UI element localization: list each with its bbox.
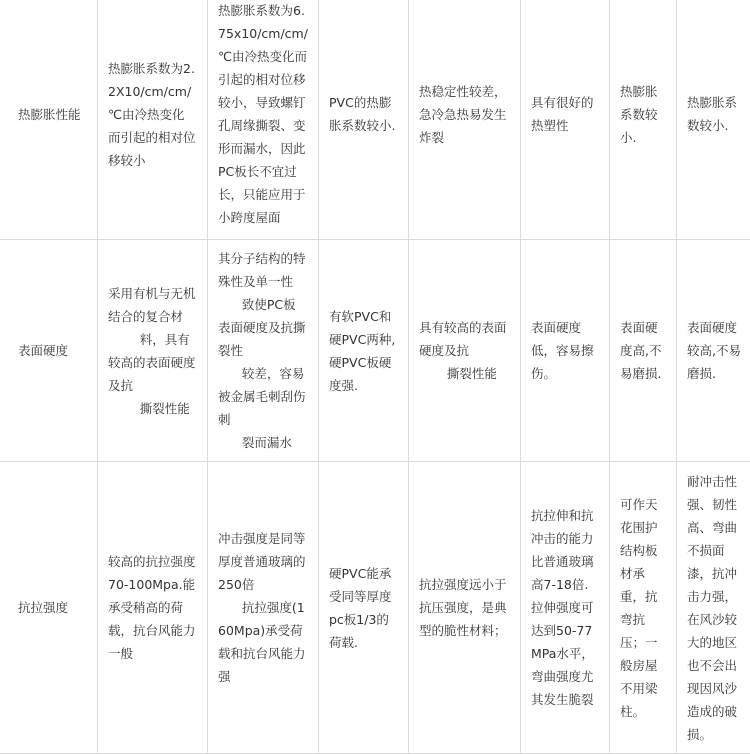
table-cell: 具有较高的表面硬度及抗 撕裂性能 <box>409 240 521 462</box>
table-row-tensile-strength <box>0 462 750 754</box>
table-cell: PVC的热膨胀系数较小. <box>319 0 409 240</box>
table-cell: 表面硬度较高,不易磨损. <box>677 240 750 462</box>
table-row-surface-hardness <box>0 240 750 462</box>
table-cell: 可作天花围护结构板材承重，抗弯抗压；一般房屋不用梁柱。 <box>610 462 677 754</box>
table-cell: 具有很好的热塑性 <box>521 0 610 240</box>
table-cell: 抗拉伸和抗冲击的能力比普通玻璃高7-18倍.拉伸强度可达到50-77MPa水平，弯曲强度尤其发生脆裂 <box>521 462 610 754</box>
row-header: 抗拉强度 <box>0 462 98 754</box>
table-cell: 热膨胀系数较小. <box>677 0 750 240</box>
table-cell: 抗拉强度远小于抗压强度，是典型的脆性材料； <box>409 462 521 754</box>
table-cell: 其分子结构的特殊性及单一性 致使PC板表面硬度及抗撕裂性 较差，容易被金属毛刺刮伤刺 裂而漏水 <box>208 240 319 462</box>
table-cell: 表面硬度高,不易磨损. <box>610 240 677 462</box>
table-cell: 热稳定性较差，急冷急热易发生炸裂 <box>409 0 521 240</box>
table-cell: 热膨胀系数为2.2X10/cm/cm/℃由冷热变化而引起的相对位移较小 <box>98 0 208 240</box>
table-cell: 硬PVC能承受同等厚度pc板1/3的荷载. <box>319 462 409 754</box>
table-cell: 表面硬度低，容易擦伤。 <box>521 240 610 462</box>
table-cell: 采用有机与无机结合的复合材 料，具有较高的表面硬度及抗 撕裂性能 <box>98 240 208 462</box>
table-cell: 热膨胀系数为6.75x10/cm/cm/℃由冷热变化而引起的相对位移较小，导致螺钉孔周缘撕裂、变形而漏水，因此PC板长不宜过长，只能应用于小跨度屋面 <box>208 0 319 240</box>
table-cell: 冲击强度是同等厚度普通玻璃的250倍 抗拉强度(160Mpa)承受荷载和抗台风能力强 <box>208 462 319 754</box>
row-header: 热膨胀性能 <box>0 0 98 240</box>
table-cell: 耐冲击性强、韧性高、弯曲不损面漆，抗冲击力强，在风沙较大的地区也不会出现因风沙造成的破损。 <box>677 462 750 754</box>
table-cell: 有软PVC和硬PVC两种,硬PVC板硬度强. <box>319 240 409 462</box>
table-cell: 较高的抗拉强度70-100Mpa.能承受稍高的荷载，抗台风能力一般 <box>98 462 208 754</box>
table-row-thermal-expansion <box>0 0 750 240</box>
row-header: 表面硬度 <box>0 240 98 462</box>
table-cell: 热膨胀系数较小. <box>610 0 677 240</box>
